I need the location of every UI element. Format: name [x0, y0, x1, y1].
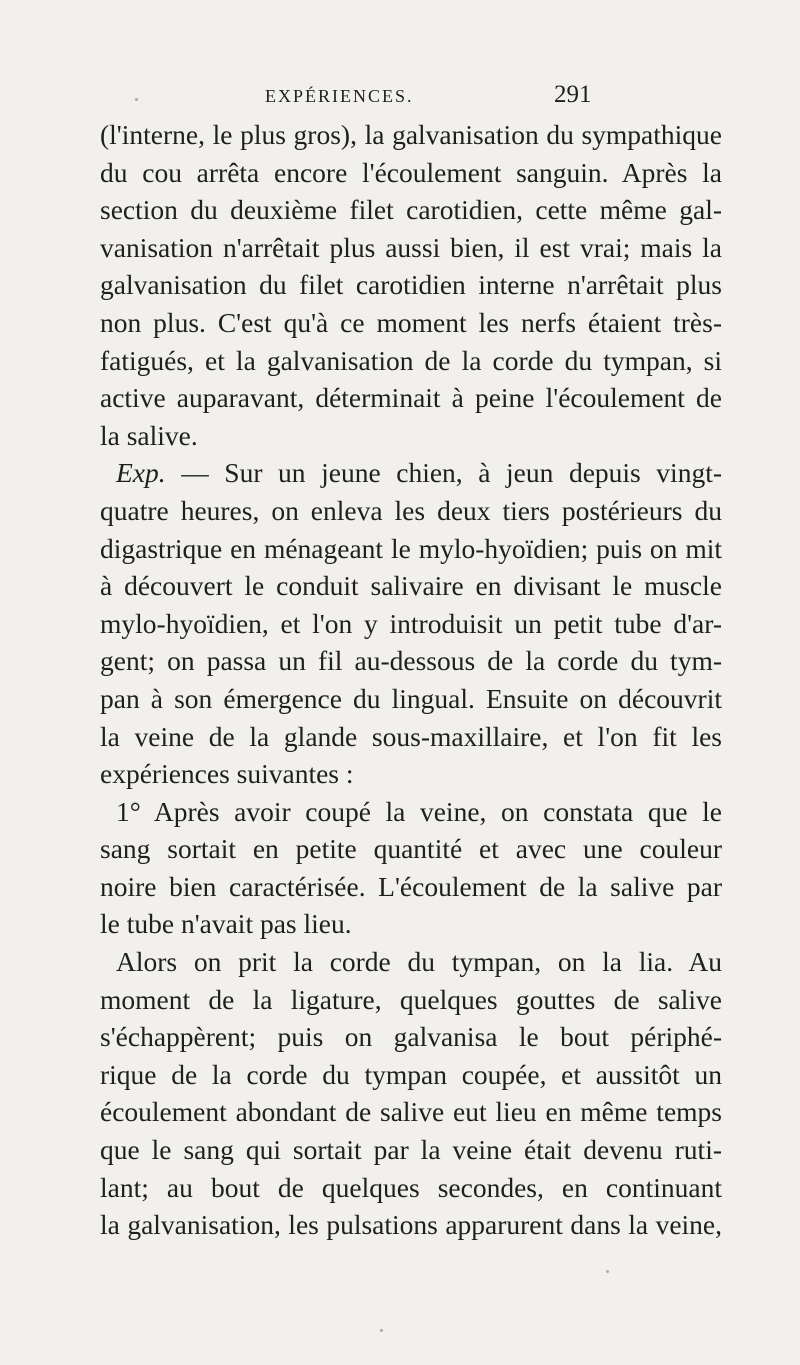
text-line: galvanisation du filet carotidien interne n'arrêtait plus	[100, 269, 722, 301]
text-line: Alors on prit la corde du tympan, on la lia. Au	[116, 946, 722, 978]
text-line: mylo-hyoïdien, et l'on y introduisit un petit tube d'ar-	[100, 607, 722, 639]
text-line: vanisation n'arrêtait plus aussi bien, il est vrai; mais la	[100, 231, 722, 263]
text-line: expériences suivantes :	[100, 758, 354, 790]
paper-speck	[380, 1329, 383, 1332]
text-line: digastrique en ménageant le mylo-hyoïdien; puis on mit	[100, 532, 722, 564]
text-line: pan à son émergence du lingual. Ensuite on découvrit	[100, 682, 722, 714]
text-line: fatigués, et la galvanisation de la corde du tympan, si	[100, 344, 722, 376]
experiment-label: Exp.	[116, 457, 166, 489]
text-line: à découvert le conduit salivaire en divisant le muscle	[100, 570, 722, 602]
text-line: (l'interne, le plus gros), la galvanisation du sympathique	[100, 119, 722, 150]
text-line: moment de la ligature, quelques gouttes de salive	[100, 983, 722, 1015]
text-line: gent; on passa un fil au-dessous de la corde du tym-	[100, 645, 722, 677]
text-line: sang sortait en petite quantité et avec une couleur	[100, 833, 722, 865]
body-text	[100, 116, 722, 1244]
text-line: écoulement abondant de salive eut lieu en même temps	[100, 1096, 722, 1128]
text-line: la galvanisation, les pulsations apparurent dans la veine,	[100, 1209, 722, 1241]
text-line: active auparavant, déterminait à peine l'écoulement de	[100, 382, 722, 414]
experiment-intro-line	[100, 454, 722, 492]
text-line: lant; au bout de quelques secondes, en continuant	[100, 1171, 722, 1203]
text-line: quatre heures, on enleva les deux tiers postérieurs du	[100, 494, 722, 526]
running-head: EXPÉRIENCES.	[265, 86, 414, 106]
text-line: du cou arrêta encore l'écoulement sanguin. Après la	[100, 156, 722, 188]
text-line: que le sang qui sortait par la veine était devenu ruti-	[100, 1134, 722, 1166]
text-line: rique de la corde du tympan coupée, et aussitôt un	[100, 1058, 722, 1090]
text-line: non plus. C'est qu'à ce moment les nerfs étaient très-	[100, 306, 722, 338]
paper-speck	[606, 1270, 609, 1273]
text-line: 1° Après avoir coupé la veine, on constata que le	[116, 795, 722, 827]
text-line: s'échappèrent; puis on galvanisa le bout périphé-	[100, 1021, 722, 1053]
text-line: la salive.	[100, 419, 198, 451]
text-line: la veine de la glande sous-maxillaire, et l'on fit les	[100, 720, 722, 752]
page-number: 291	[554, 81, 592, 108]
text-line: le tube n'avait pas lieu.	[100, 908, 352, 940]
text-line: section du deuxième filet carotidien, cette même gal-	[100, 194, 722, 226]
text-line-segment: — Sur un jeune chien, à jeun depuis vingt-	[181, 457, 722, 489]
text-line: noire bien caractérisée. L'écoulement de la salive par	[100, 870, 722, 902]
paper-speck	[135, 98, 138, 101]
